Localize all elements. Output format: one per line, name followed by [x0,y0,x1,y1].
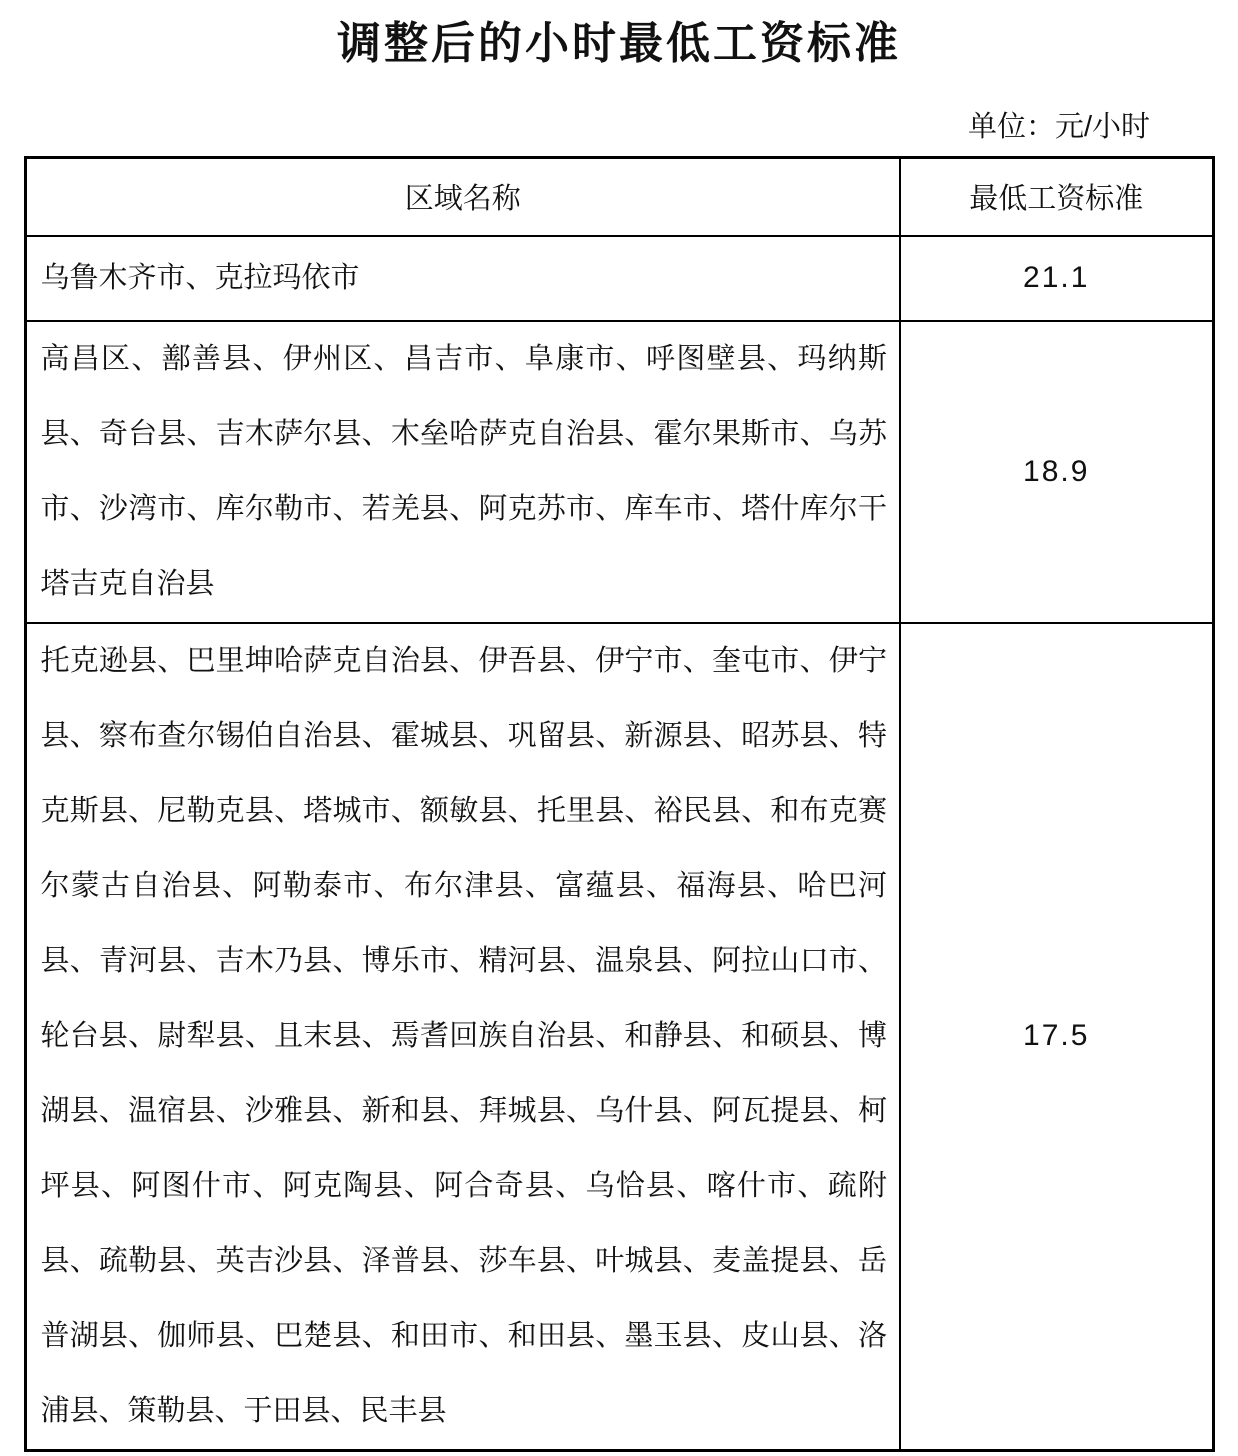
region-cell: 高昌区、鄯善县、伊州区、昌吉市、阜康市、呼图壁县、玛纳斯县、奇台县、吉木萨尔县、木垒哈萨克自治县、霍尔果斯市、乌苏市、沙湾市、库尔勒市、若羌县、阿克苏市、库车市、塔什库尔干塔吉克自治县 [25,321,900,623]
table-row [25,321,1213,623]
table-header-row [25,158,1213,236]
table-row [25,623,1213,1451]
table-row [25,236,1213,321]
wage-cell: 17.5 [900,623,1213,1451]
wage-cell: 21.1 [900,236,1213,321]
unit-label: 单位：元/小时 [967,111,1150,143]
column-header-region: 区域名称 [25,158,900,236]
region-cell: 托克逊县、巴里坤哈萨克自治县、伊吾县、伊宁市、奎屯市、伊宁县、察布查尔锡伯自治县、霍城县、巩留县、新源县、昭苏县、特克斯县、尼勒克县、塔城市、额敏县、托里县、裕民县、和布克赛尔蒙古自治县、阿勒泰市、布尔津县、富蕴县、福海县、哈巴河县、青河县、吉木乃县、博乐市、精河县、温泉县、阿拉山口市、轮台县、尉犁县、且末县、焉耆回族自治县、和静县、和硕县、博湖县、温宿县、沙雅县、新和县、拜城县、乌什县、阿瓦提县、柯坪县、阿图什市、阿克陶县、阿合奇县、乌恰县、喀什市、疏附县、疏勒县、英吉沙县、泽普县、莎车县、叶城县、麦盖提县、岳普湖县、伽师县、巴楚县、和田市、和田县、墨玉县、皮山县、洛浦县、策勒县、于田县、民丰县 [25,623,900,1451]
document-title: 调整后的小时最低工资标准 [337,19,901,68]
wage-cell: 18.9 [900,321,1213,623]
minimum-wage-table [24,156,1215,1452]
region-cell: 乌鲁木齐市、克拉玛依市 [25,236,900,321]
column-header-wage: 最低工资标准 [900,158,1213,236]
